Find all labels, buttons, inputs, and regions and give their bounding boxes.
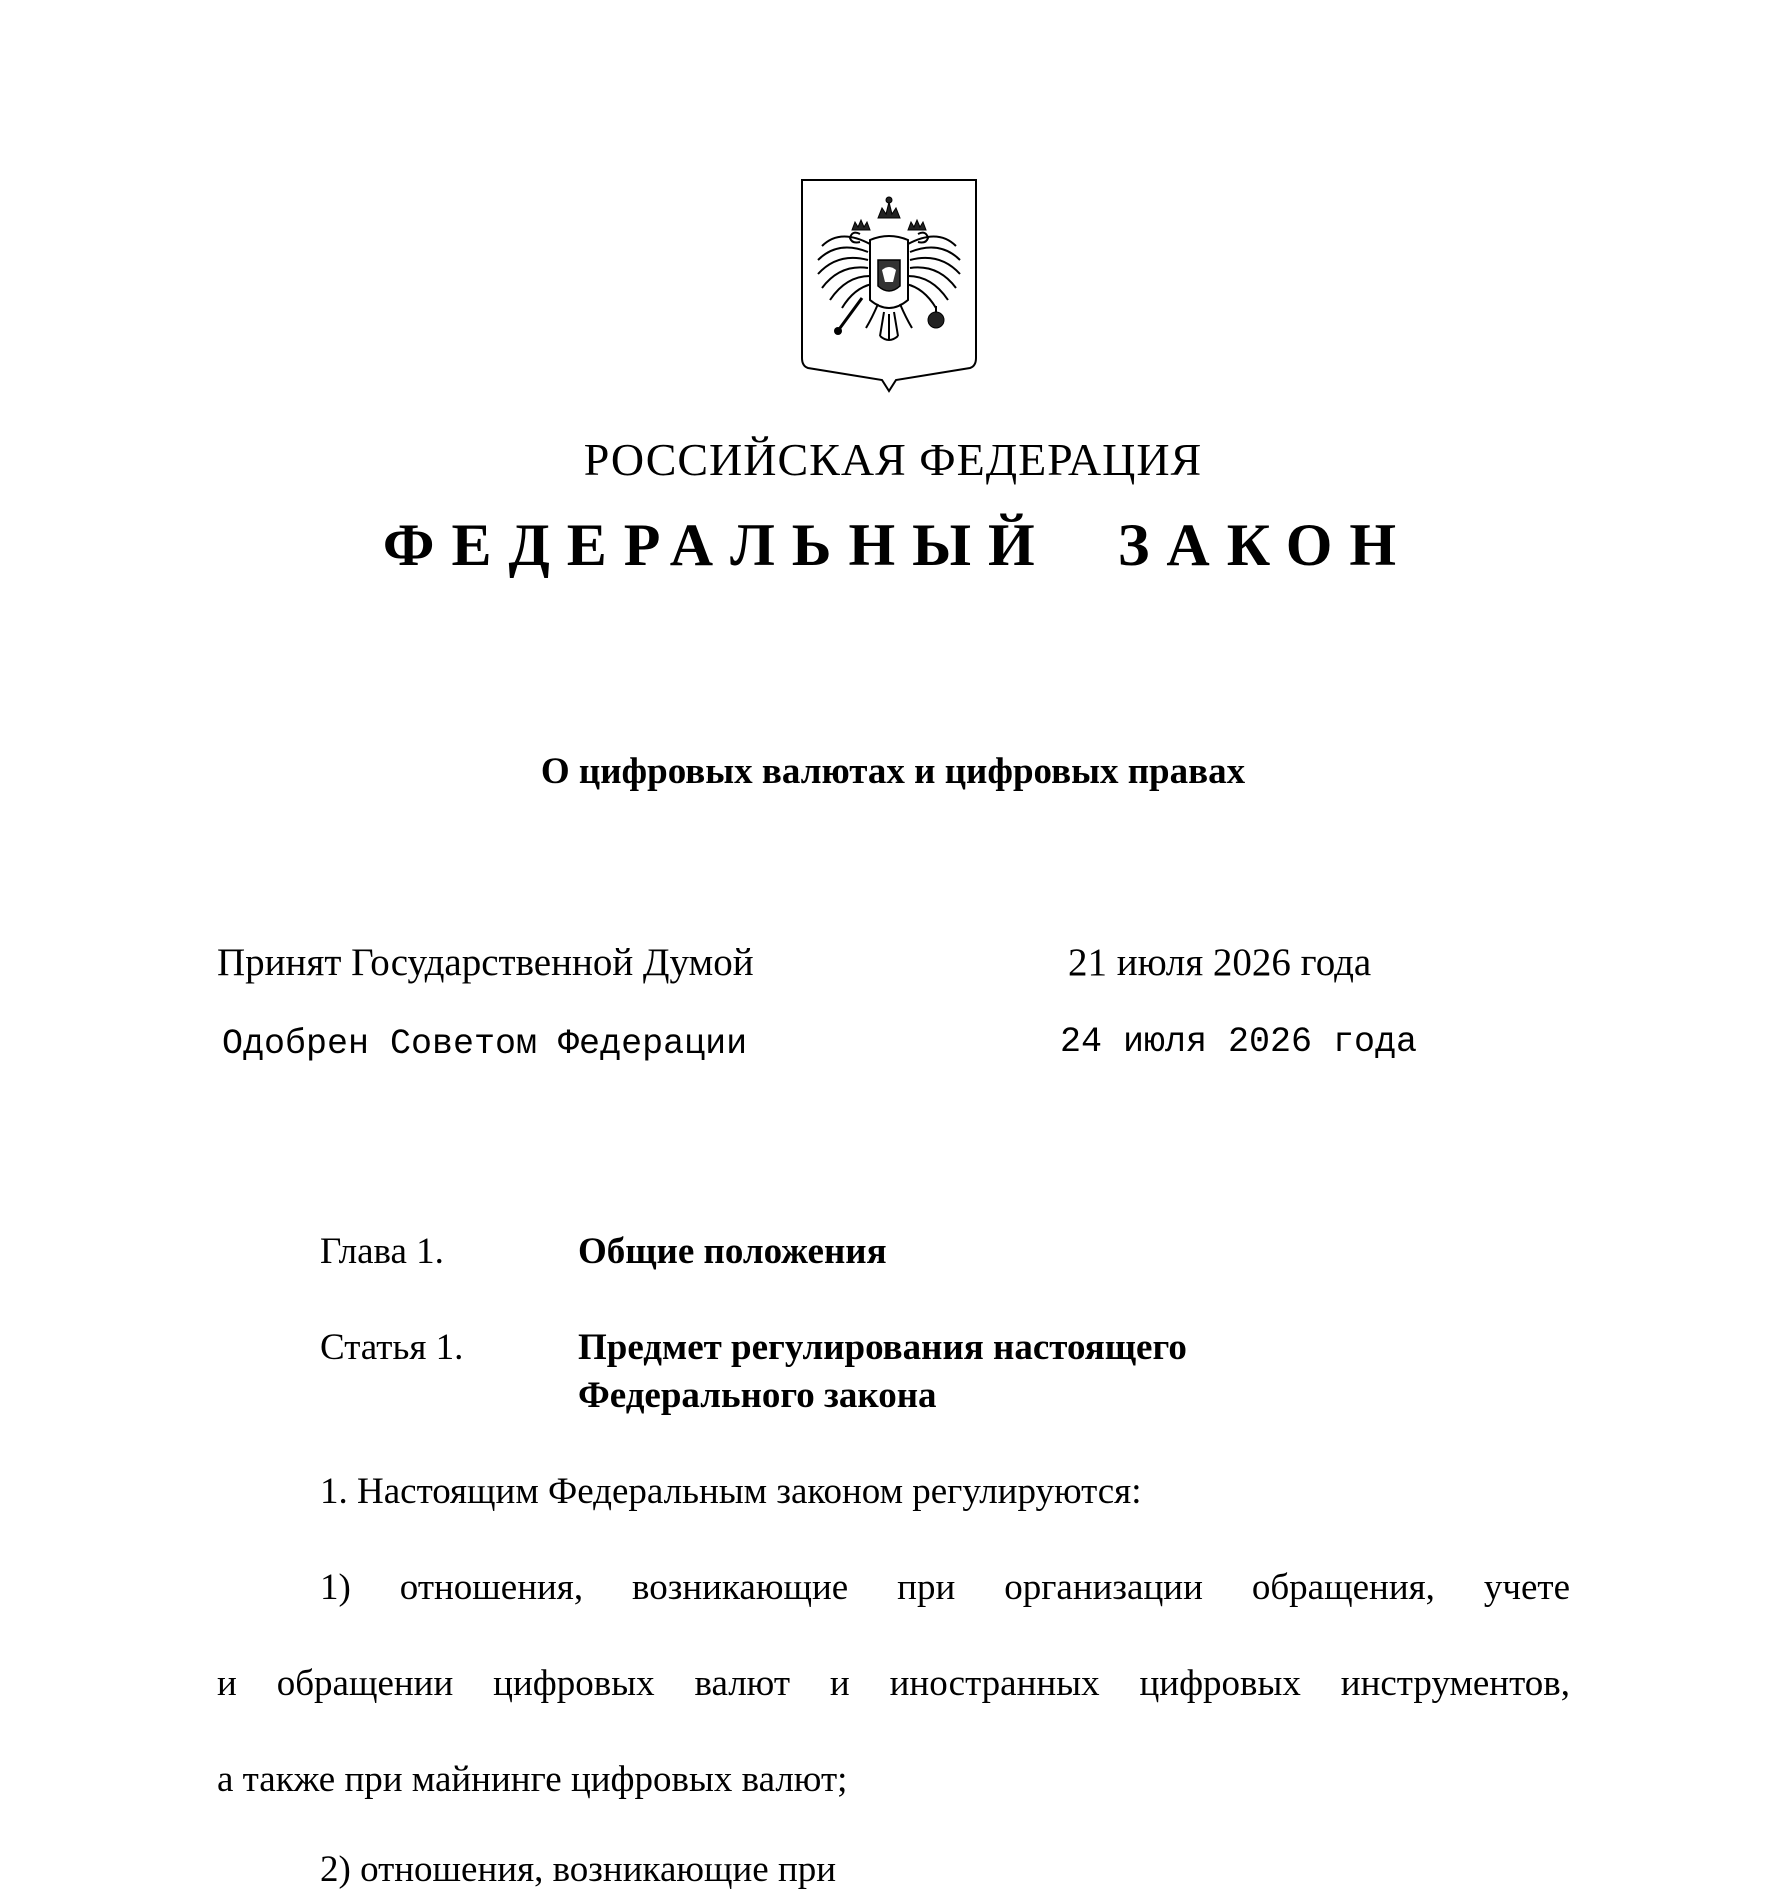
- duma-adoption-label: Принят Государственной Думой: [217, 941, 754, 984]
- article-title-line2: Федерального закона: [578, 1375, 937, 1416]
- law-title: О цифровых валютах и цифровых правах: [540, 751, 1246, 792]
- duma-adoption-date: 21 июля 2026 года: [1068, 941, 1372, 984]
- item-1-line-1: 1) отношения, возникающие при организации обращения, учете: [320, 1567, 1570, 1608]
- document-type: ФЕДЕРАЛЬНЫЙ ЗАКОН: [382, 512, 1414, 578]
- council-approval-date: 24 июля 2026 года: [1060, 1022, 1418, 1062]
- paragraph-1: 1. Настоящим Федеральным законом регулируются:: [320, 1471, 1142, 1512]
- article-title-line1: Предмет регулирования настоящего: [578, 1327, 1187, 1368]
- country-name: РОССИЙСКАЯ ФЕДЕРАЦИЯ: [583, 434, 1203, 485]
- coat-of-arms-icon: [800, 178, 978, 394]
- chapter-title: Общие положения: [578, 1231, 887, 1272]
- council-approval-label: Одобрен Советом Федерации: [222, 1024, 748, 1064]
- article-label: Статья 1.: [320, 1327, 464, 1368]
- item-1-line-2: и обращении цифровых валют и иностранных цифровых инструментов,: [217, 1663, 1570, 1704]
- item-1-line-3: а также при майнинге цифровых валют;: [217, 1759, 848, 1800]
- item-2-start: 2) отношения, возникающие при: [320, 1849, 837, 1890]
- chapter-label: Глава 1.: [320, 1231, 444, 1272]
